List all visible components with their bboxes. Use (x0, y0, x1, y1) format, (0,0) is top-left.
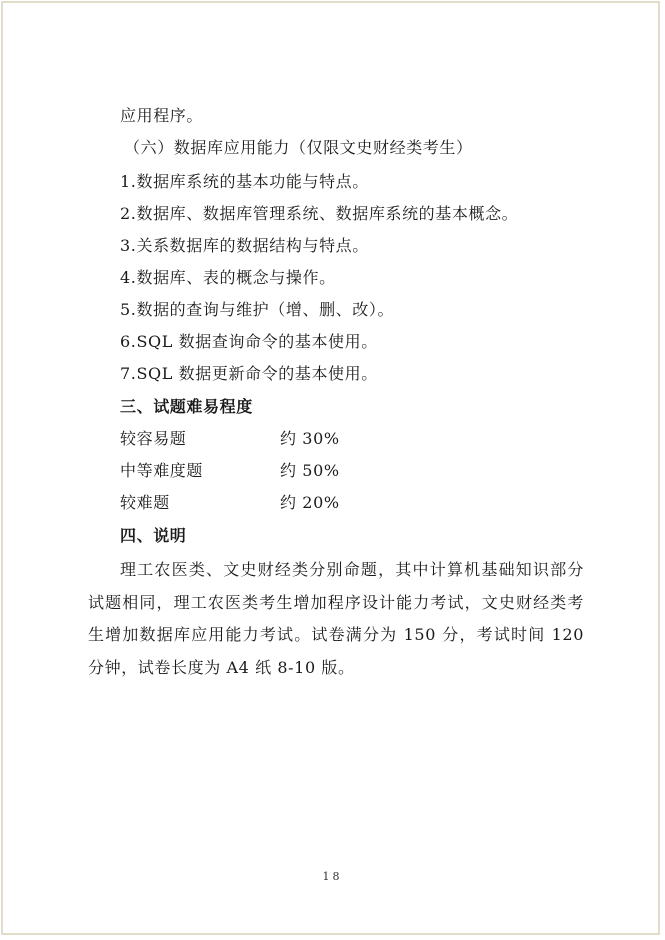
difficulty-label: 中等难度题 (120, 461, 204, 480)
list-item: 1.数据库系统的基本功能与特点。 (120, 172, 369, 191)
list-item: 6.SQL 数据查询命令的基本使用。 (120, 332, 378, 351)
notes-paragraph: 理工农医类、文史财经类分别命题，其中计算机基础知识部分试题相同，理工农医类考生增加程序设计能力考试，文史财经类考生增加数据库应用能力考试。试卷满分为 150 分，考试时间 120 分钟，试卷长度为 A4 纸 8-10 版。 (88, 560, 584, 677)
difficulty-value: 约 30% (280, 429, 340, 448)
list-item: 2.数据库、数据库管理系统、数据库系统的基本概念。 (120, 204, 519, 223)
difficulty-value: 约 20% (280, 493, 340, 512)
list-item: 5.数据的查询与维护（增、删、改）。 (120, 300, 395, 319)
section-title-database: （六）数据库应用能力（仅限文史财经类考生） (124, 138, 473, 157)
continued-text: 应用程序。 (120, 106, 204, 125)
heading-difficulty: 三、试题难易程度 (120, 397, 253, 416)
difficulty-label: 较难题 (120, 493, 170, 512)
difficulty-value: 约 50% (280, 461, 340, 480)
list-item: 4.数据库、表的概念与操作。 (120, 268, 336, 287)
heading-notes: 四、说明 (120, 526, 187, 545)
list-item: 3.关系数据库的数据结构与特点。 (120, 236, 369, 255)
list-item: 7.SQL 数据更新命令的基本使用。 (120, 364, 378, 383)
difficulty-label: 较容易题 (120, 429, 187, 448)
page-number: 18 (322, 870, 343, 883)
